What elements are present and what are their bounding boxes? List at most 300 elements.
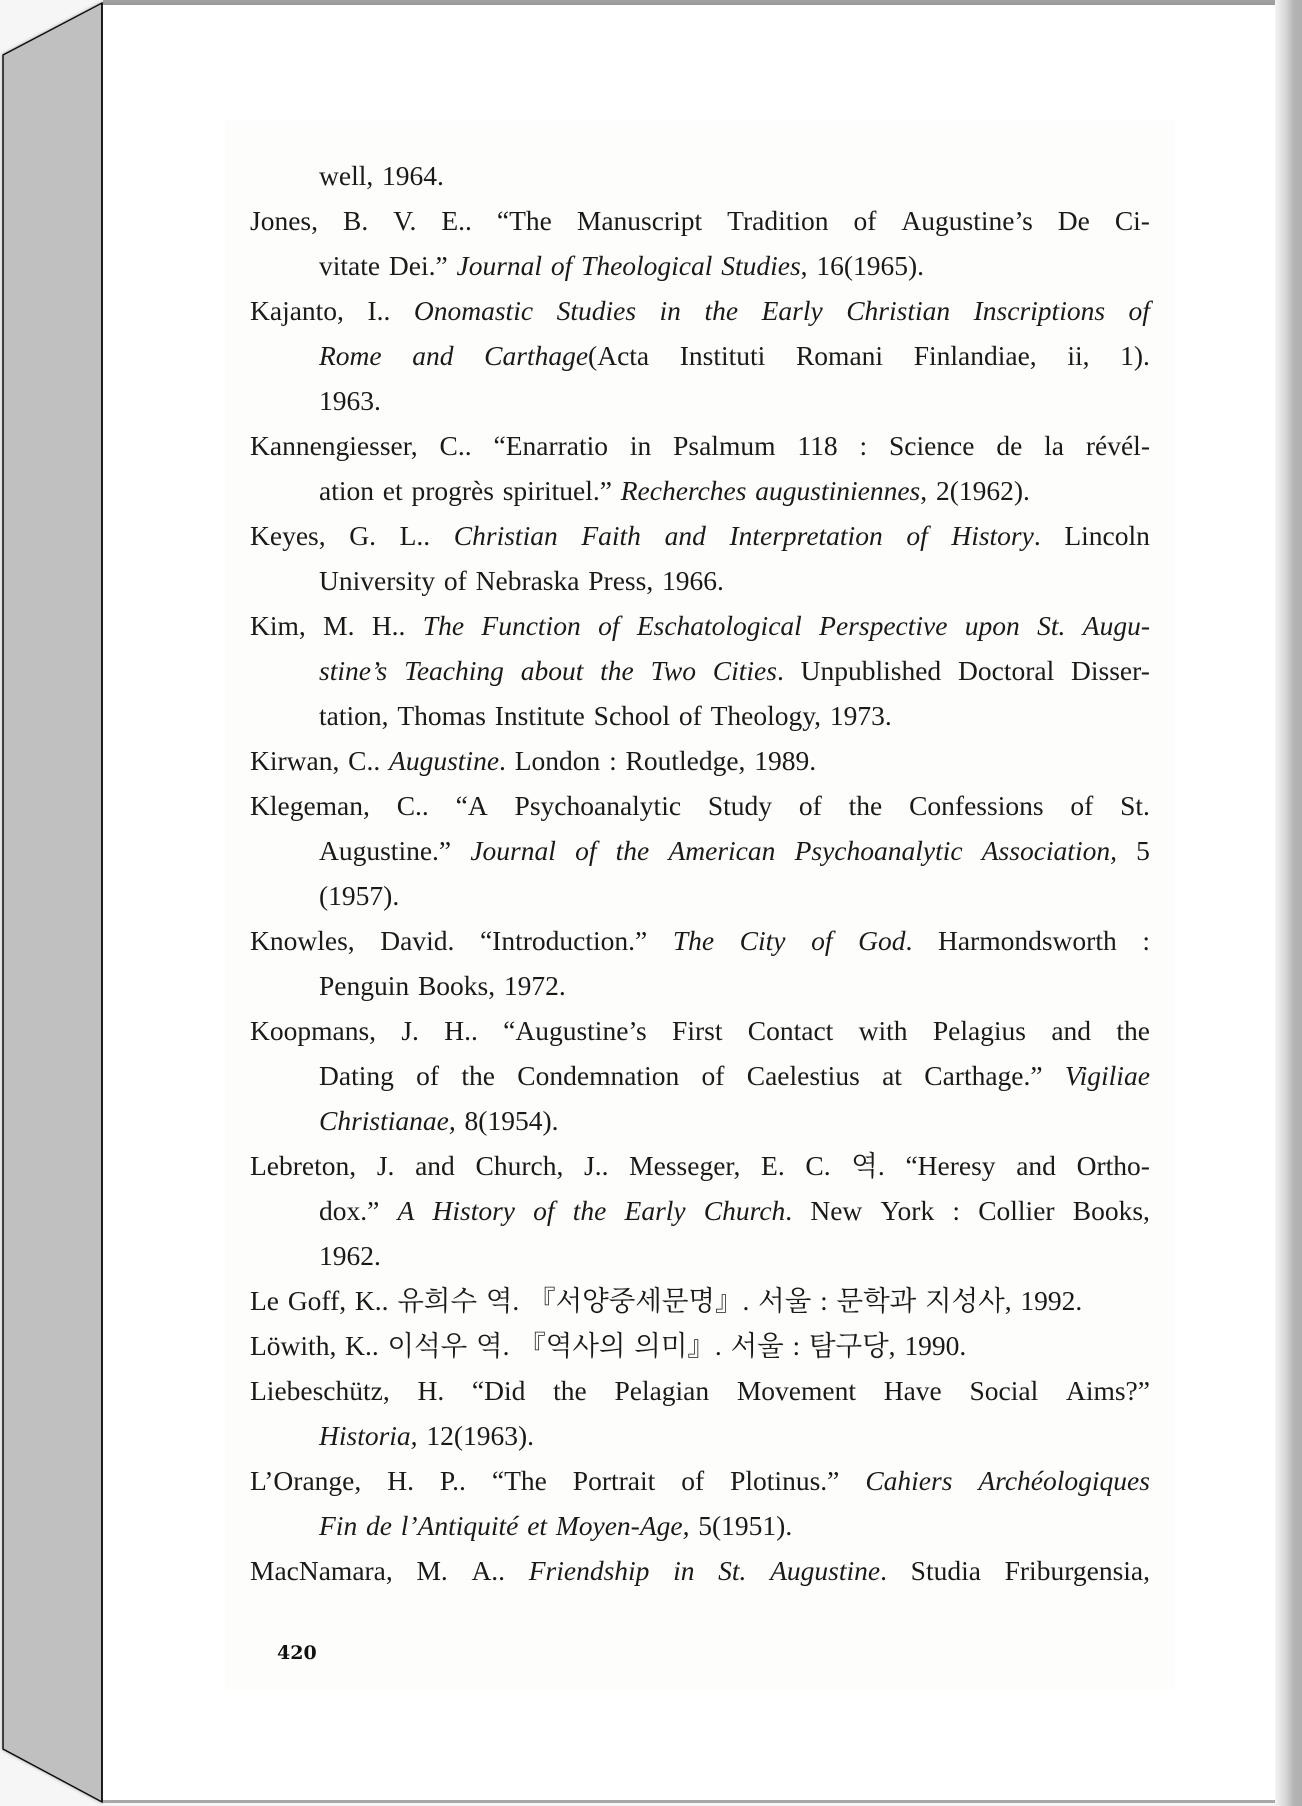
word <box>397 792 429 820</box>
bibliography-continuation-line <box>319 657 1150 685</box>
bibliography-entry-line <box>250 1332 966 1360</box>
text: (1957). <box>319 880 400 911</box>
text: Disser- <box>1071 655 1150 686</box>
italic-title-text: Recherches <box>620 475 747 506</box>
text: E.. <box>441 205 472 236</box>
text: First <box>672 1015 723 1046</box>
word <box>476 1152 564 1180</box>
italic-title-text: of <box>533 1195 555 1226</box>
text: and <box>415 1150 455 1181</box>
word <box>740 927 786 955</box>
word <box>594 702 670 730</box>
text: Klegeman, <box>250 790 370 821</box>
italic-title-text: the <box>572 1195 607 1226</box>
text: Caelestius <box>746 1060 860 1091</box>
word <box>484 342 649 370</box>
word <box>625 1197 686 1225</box>
text: ation <box>319 475 374 506</box>
text: and <box>1051 1015 1092 1046</box>
text: I.. <box>367 295 391 326</box>
word <box>461 1062 495 1090</box>
text: 1966. <box>662 565 724 596</box>
bibliography-continuation-line <box>319 837 1150 865</box>
italic-title-text: upon <box>964 610 1020 641</box>
text: MacNamara, <box>250 1555 393 1586</box>
italic-title-text: Perspective <box>819 610 948 641</box>
bibliography-continuation-line <box>319 162 444 190</box>
word <box>681 1467 704 1495</box>
word <box>637 612 802 640</box>
text: New <box>810 1195 863 1226</box>
text: . <box>905 925 913 956</box>
word <box>1120 342 1150 370</box>
word <box>762 297 823 325</box>
italic-title-text: Studies <box>721 250 801 281</box>
text: 12(1963). <box>426 1420 535 1451</box>
bibliography-continuation-line <box>319 972 566 1000</box>
word <box>319 1512 357 1540</box>
text: L’Orange, <box>250 1465 362 1496</box>
italic-title-text: of <box>1128 295 1150 326</box>
text: York <box>880 1195 935 1226</box>
italic-title-text: Augustine <box>770 1555 881 1586</box>
italic-title-text: Journal <box>470 835 556 866</box>
text: H.. <box>371 610 406 641</box>
text: Koopmans, <box>250 1015 377 1046</box>
word <box>250 1287 279 1315</box>
text: Movement <box>736 1375 857 1406</box>
word <box>911 1557 981 1585</box>
text: : <box>859 430 868 461</box>
word <box>1129 297 1150 325</box>
text: Instituti <box>679 340 766 371</box>
word <box>476 567 580 595</box>
word <box>1136 837 1150 865</box>
text: 『역사의 <box>518 1330 626 1361</box>
word <box>859 1017 908 1045</box>
italic-title-text: Cities <box>712 655 777 686</box>
text: Kirwan, <box>250 745 340 776</box>
word <box>679 702 702 730</box>
text: of <box>678 700 702 731</box>
word <box>727 207 828 235</box>
text: Messeger, <box>629 1150 741 1181</box>
word <box>1016 1152 1056 1180</box>
word <box>1067 342 1089 370</box>
text: K.. <box>345 1330 379 1361</box>
italic-title-text: the <box>615 835 650 866</box>
bibliography-entry-line <box>250 1287 1082 1315</box>
word <box>319 477 374 505</box>
word <box>884 1377 942 1405</box>
word <box>584 1152 608 1180</box>
word <box>493 432 608 460</box>
word <box>426 1422 534 1450</box>
word <box>958 657 1054 685</box>
word <box>401 1512 519 1540</box>
italic-title-text: et <box>527 1510 548 1541</box>
word <box>319 702 389 730</box>
text: M. <box>323 610 355 641</box>
italic-title-text: Christian <box>846 295 951 326</box>
word <box>577 207 702 235</box>
text: Keyes, <box>250 520 326 551</box>
word <box>849 792 883 820</box>
word <box>665 522 706 550</box>
text: 1990. <box>904 1330 967 1361</box>
text: B. <box>342 205 369 236</box>
italic-title-text: American <box>668 835 776 866</box>
word <box>319 567 435 595</box>
word <box>974 297 1105 325</box>
text: Goff, <box>287 1285 347 1316</box>
text: of <box>443 565 467 596</box>
word <box>978 1197 1054 1225</box>
text: 이석우 <box>387 1330 468 1361</box>
word <box>250 747 339 775</box>
word <box>711 702 821 730</box>
text: Church, <box>475 1150 564 1181</box>
word <box>588 567 653 595</box>
bibliography-entry-line <box>250 1152 1150 1180</box>
word <box>747 1062 860 1090</box>
text: Le <box>250 1285 280 1316</box>
text: vitate <box>319 250 381 281</box>
text: Augustine.” <box>319 835 452 866</box>
text: Harmondsworth <box>937 925 1117 956</box>
text: 1992. <box>1020 1285 1083 1316</box>
word <box>925 1287 1012 1315</box>
italic-title-text: Studies <box>556 295 637 326</box>
word <box>853 207 876 235</box>
word <box>951 522 1040 550</box>
text: Science <box>888 430 975 461</box>
text: L.. <box>399 520 431 551</box>
bibliography-continuation-line <box>319 342 1150 370</box>
word <box>533 1197 554 1225</box>
text: . <box>785 1195 793 1226</box>
word <box>250 792 370 820</box>
text: et <box>382 475 403 506</box>
word <box>600 657 634 685</box>
word <box>515 747 601 775</box>
text: . <box>1033 520 1041 551</box>
bibliography-continuation-line <box>319 1062 1150 1090</box>
text: “Enarratio <box>493 430 608 461</box>
word <box>770 1557 887 1585</box>
word <box>865 1467 952 1495</box>
bibliography-entry-line <box>250 297 1150 325</box>
word <box>397 702 486 730</box>
text: Routledge, <box>625 745 746 776</box>
word <box>504 972 566 1000</box>
word <box>904 1332 966 1360</box>
text: Dei.” <box>388 250 448 281</box>
page-number: 420 <box>277 1642 317 1664</box>
word <box>366 1512 392 1540</box>
word <box>629 1152 740 1180</box>
italic-title-text: Early <box>761 295 823 326</box>
word <box>969 1377 1038 1405</box>
word <box>1142 927 1150 955</box>
word <box>416 1557 447 1585</box>
italic-title-text: and <box>412 340 454 371</box>
word <box>914 342 1037 370</box>
word <box>575 837 596 865</box>
italic-title-text: Rome <box>319 340 382 371</box>
word <box>1116 1017 1150 1045</box>
word <box>397 1287 477 1315</box>
text: 역. <box>476 1330 510 1361</box>
text: V. <box>393 205 417 236</box>
text: 8(1954). <box>464 1105 559 1136</box>
word <box>377 1152 395 1180</box>
text: , <box>800 250 808 281</box>
text: of <box>853 205 877 236</box>
word <box>355 1287 389 1315</box>
text: Kannengiesser, <box>250 430 418 461</box>
bibliography-continuation-line <box>319 1422 534 1450</box>
word <box>754 747 816 775</box>
text: : <box>792 1330 801 1361</box>
word <box>626 747 746 775</box>
word <box>444 1017 478 1045</box>
text: of <box>416 1060 440 1091</box>
text: la <box>1044 430 1064 461</box>
text: Kim, <box>250 610 306 641</box>
text: (Acta <box>588 340 650 371</box>
text: Press, <box>588 565 654 596</box>
text: 1973. <box>829 700 892 731</box>
italic-title-text: Christian <box>453 520 558 551</box>
bibliography-continuation-line <box>319 1197 1150 1225</box>
text: 16(1965). <box>816 250 925 281</box>
word <box>1066 1377 1150 1405</box>
word <box>668 837 775 865</box>
word <box>412 342 453 370</box>
word <box>319 1197 379 1225</box>
word <box>319 972 409 1000</box>
page-right-shadow <box>1275 0 1302 1806</box>
text: Pelagian <box>614 1375 710 1406</box>
word <box>680 342 766 370</box>
word <box>801 657 942 685</box>
italic-title-text: in <box>659 295 681 326</box>
text: 1962. <box>319 1240 381 1271</box>
word <box>411 477 493 505</box>
text: Books, <box>1072 1195 1150 1226</box>
word <box>713 657 784 685</box>
word <box>748 1017 834 1045</box>
word <box>858 927 912 955</box>
word <box>837 1287 917 1315</box>
italic-title-text: Augustine <box>389 745 500 776</box>
word <box>660 297 681 325</box>
word <box>820 1287 828 1315</box>
word <box>965 612 1020 640</box>
bibliography-continuation-line <box>319 252 924 280</box>
word <box>938 927 1117 955</box>
bibliography-entry-line <box>250 1467 1150 1495</box>
word <box>704 297 738 325</box>
word <box>889 432 975 460</box>
book-spine <box>0 0 106 1806</box>
italic-title-text: of <box>575 835 597 866</box>
word <box>737 1377 856 1405</box>
italic-title-text: and <box>664 520 706 551</box>
text: School <box>593 700 671 731</box>
word <box>414 297 533 325</box>
text: Knowles, <box>250 925 355 956</box>
text: 1963. <box>319 385 381 416</box>
text: Doctoral <box>958 655 1055 686</box>
word <box>708 792 772 820</box>
word <box>796 342 883 370</box>
word <box>1086 432 1150 460</box>
word <box>614 1377 709 1405</box>
text: 문학과 <box>836 1285 917 1316</box>
italic-title-text: The <box>672 925 715 956</box>
bibliography-continuation-line <box>319 1242 381 1270</box>
bibliography-entry-line <box>250 207 1150 235</box>
word <box>250 1377 390 1405</box>
word <box>288 1287 346 1315</box>
word <box>471 1557 505 1585</box>
bibliography-continuation-line <box>319 477 1030 505</box>
word <box>319 252 380 280</box>
italic-title-text: Two <box>650 655 696 686</box>
bibliography-entry-line <box>250 927 1150 955</box>
italic-title-text: Early <box>624 1195 686 1226</box>
word <box>721 252 807 280</box>
text: “Did <box>471 1375 526 1406</box>
italic-title-text: Psychoanalytic <box>794 835 963 866</box>
word <box>673 1557 694 1585</box>
italic-title-text: The <box>422 610 465 641</box>
bibliography-continuation-line <box>319 702 892 730</box>
text: Löwith, <box>250 1330 337 1361</box>
word <box>729 522 882 550</box>
word <box>503 1017 647 1045</box>
text: 118 <box>797 430 838 461</box>
italic-title-text: Vigiliae <box>1064 1060 1150 1091</box>
text: . <box>499 745 506 776</box>
italic-title-text: augustiniennes <box>755 475 921 506</box>
text: the <box>1116 1015 1150 1046</box>
text: C. <box>805 1150 831 1181</box>
text: tation, <box>319 700 389 731</box>
word <box>634 1332 722 1360</box>
word <box>598 612 619 640</box>
text: the <box>553 1375 587 1406</box>
word <box>1077 1152 1150 1180</box>
word <box>319 1107 456 1135</box>
word <box>398 1197 415 1225</box>
word <box>345 1332 379 1360</box>
word <box>515 792 682 820</box>
text: Kajanto, <box>250 295 344 326</box>
italic-title-text: St. <box>1037 610 1066 641</box>
word <box>673 927 714 955</box>
text: De <box>1057 205 1090 236</box>
word <box>909 792 1043 820</box>
word <box>1044 432 1064 460</box>
italic-title-text: Moyen-Age, <box>555 1510 690 1541</box>
text: Tradition <box>727 205 829 236</box>
word <box>472 1377 525 1405</box>
word <box>433 1197 516 1225</box>
word <box>952 1197 960 1225</box>
text: de <box>996 430 1023 461</box>
word <box>319 657 387 685</box>
italic-title-text: Journal <box>456 250 543 281</box>
text: Lincoln <box>1064 520 1150 551</box>
word <box>996 432 1022 460</box>
text: “Introduction.” <box>479 925 648 956</box>
italic-title-text: Teaching <box>404 655 504 686</box>
italic-title-text: of <box>550 250 573 281</box>
word <box>470 837 556 865</box>
text: Friburgensia, <box>1004 1555 1150 1586</box>
word <box>1064 522 1150 550</box>
word <box>905 1152 995 1180</box>
word <box>859 432 867 460</box>
text: “Augustine’s <box>503 1015 647 1046</box>
italic-title-text: Fin <box>319 1510 358 1541</box>
text: E. <box>761 1150 785 1181</box>
word <box>673 432 775 460</box>
italic-title-text: Church <box>703 1195 786 1226</box>
word <box>882 1062 902 1090</box>
text: 역. <box>851 1150 885 1181</box>
word <box>797 432 837 460</box>
word <box>343 207 368 235</box>
word <box>731 1332 784 1360</box>
word <box>556 1512 690 1540</box>
text: 의미』. <box>634 1330 722 1361</box>
text: H.. <box>444 1015 478 1046</box>
text: J.. <box>584 1150 609 1181</box>
word <box>978 1467 1150 1495</box>
word <box>616 837 650 865</box>
word <box>348 747 380 775</box>
text: H. <box>417 1375 445 1406</box>
text: K.. <box>354 1285 389 1316</box>
italic-title-text: Christianae, <box>319 1105 456 1136</box>
text: Liebeschütz, <box>250 1375 390 1406</box>
italic-title-text: St. <box>718 1555 747 1586</box>
word <box>349 522 376 550</box>
italic-title-text: the <box>600 655 634 686</box>
bibliography-continuation-line <box>319 1512 792 1540</box>
word <box>906 522 927 550</box>
word <box>1058 207 1090 235</box>
text: Ci- <box>1114 205 1150 236</box>
word <box>527 1512 547 1540</box>
text: Lebreton, <box>250 1150 357 1181</box>
text: spirituel.” <box>502 475 612 506</box>
italic-title-text: the <box>704 295 739 326</box>
word <box>250 297 344 325</box>
text: . <box>880 1555 887 1586</box>
text: 유희수 <box>397 1285 478 1316</box>
word <box>400 522 431 550</box>
italic-title-text: stine’s <box>319 655 388 686</box>
word <box>319 1242 381 1270</box>
text: “Heresy <box>905 1150 996 1181</box>
text: Plotinus.” <box>730 1465 840 1496</box>
word <box>503 477 612 505</box>
